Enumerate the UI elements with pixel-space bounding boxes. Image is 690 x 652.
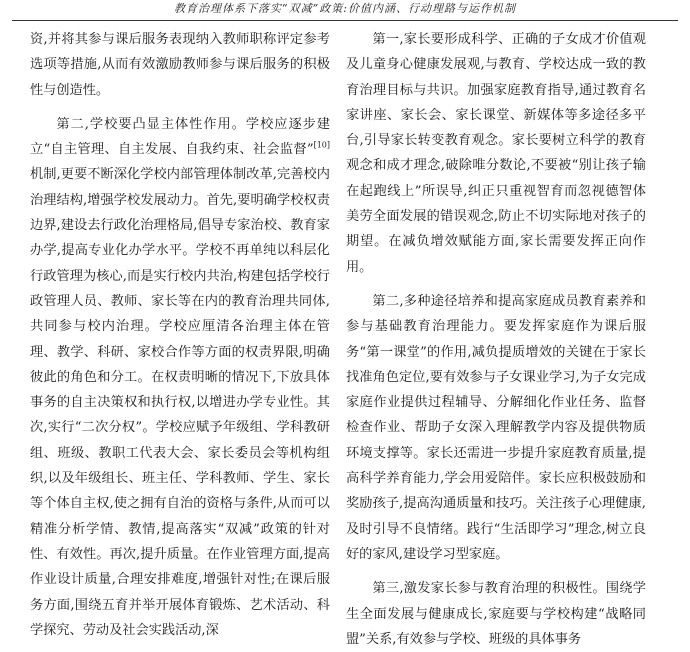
- header-rule: [12, 20, 678, 21]
- right-paragraph-1: 第一,家长要形成科学、正确的子女成才价值观及儿童身心健康发展观,与教育、学校达成一致的教育治理目标与共识。加强家庭教育指导,通过教育名家讲座、家长会、家长课堂、新媒体等多途径多平台,引导家长转变教育观念。家长要树立科学的教育观念和成才理念,破除唯分数论,不要被“别让孩子输在起跑线上”所误导,纠正只重视智育而忽视德智体美劳全面发展的错误观念,防止不切实际地对孩子的期望。在减负增效赋能方面,家长需要发挥正向作用。: [346, 32, 646, 275]
- running-head: 教育治理体系下落实“双减”政策:价值内涵、行动理路与运作机制: [174, 2, 516, 15]
- citation-ref: [10]: [313, 140, 330, 150]
- left-paragraph-2: [30, 112, 330, 643]
- left-paragraph-2-text-b: 机制,更要不断深化学校内部管理体制改革,完善校内治理结构,增强学校发展动力。首先,要明确学校权责边界,建设去行政化治理格局,倡导专家治校、教育家办学,提高专业化办学水平。学校不再单纯以科层化行政管理为核心,而是实行校内共治,构建包括学校行政管理人员、教师、家长等在内的教育治理共同体,共同参与校内治理。学校应厘清各治理主体在管理、教学、科研、家校合作等方面的权责界限,明确彼此的角色和分工。在权责明晰的情况下,下放具体事务的自主决策权和执行权,以增进办学专业性。其次,实行“二次分权”。学校应赋予年级组、学科教研组、班级、教职工代表大会、家长委员会等机构组织,以及年级组长、班主任、学科教师、学生、家长等个体自主权,使之拥有自治的资格与条件,从而可以精准分析学情、教情,提高落实“双减”政策的针对性、有效性。再次,提升质量。在作业管理方面,提高作业设计质量,合理安排难度,增强针对性;在课后服务方面,围绕五育并举开展体育锻炼、艺术活动、科学探究、劳动及社会实践活动,深: [30, 167, 330, 638]
- right-paragraph-3: 第三,激发家长参与教育治理的积极性。围绕学生全面发展与健康成长,家庭要与学校构建“战略同盟”关系,有效参与学校、班级的具体事务: [346, 581, 646, 647]
- left-paragraph-2-text-a: 第二,学校要凸显主体性作用。学校应逐步建立“自主管理、自主发展、自我约束、社会监督”: [30, 116, 330, 158]
- right-paragraph-2: 第二,多种途径培养和提高家庭成员教育素养和参与基础教育治理能力。要发挥家庭作为课后服务“第一课堂”的作用,减负提质增效的关键在于家长找准角色定位,要有效参与子女课业学习,为子女完成家庭作业提供过程辅导、分解细化作业任务、监督检查作业、帮助子女深入理解教学内容及提供物质环境支撑等。家长还需进一步提升家庭教育质量,提高科学养育能力,学会用爱陪伴。家长应积极鼓励和奖励孩子,提高沟通质量和技巧。关注孩子心理健康,及时引导不良情绪。践行“生活即学习”理念,树立良好的家风,建设学习型家庭。: [346, 293, 646, 562]
- left-column: [30, 27, 330, 643]
- left-paragraph-1: 资,并将其参与课后服务表现纳入教师职称评定参考选项等措施,从而有效激励教师参与课后服务的积极性与创造性。: [30, 32, 330, 98]
- right-column: [346, 27, 646, 652]
